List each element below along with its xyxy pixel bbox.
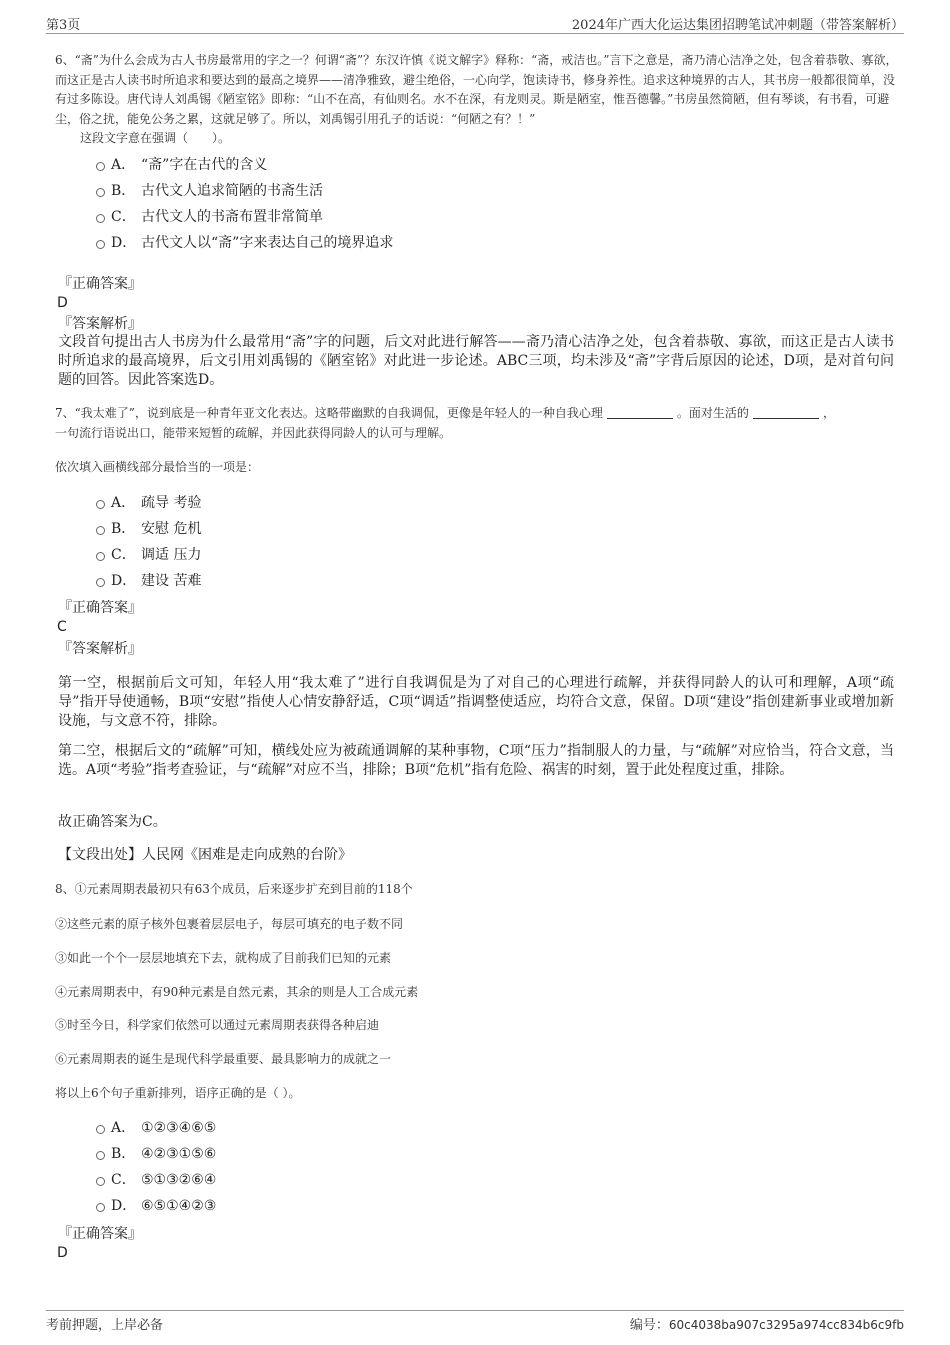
q7-analysis-label: 『答案解析』 [58, 641, 142, 657]
page-number: 第3页 [46, 18, 81, 33]
radio-icon[interactable] [96, 214, 105, 223]
q8-prompt: 将以上6个句子重新排列，语序正确的是（ ）。 [55, 1086, 301, 1100]
q6-option-b[interactable]: B． 古代文人追求简陋的书斋生活 [96, 181, 323, 201]
q7-answer: C [57, 619, 67, 635]
q6-option-c[interactable]: C． 古代文人的书斋布置非常简单 [96, 207, 323, 227]
q7-option-a[interactable]: A． 疏导 考验 [96, 493, 201, 513]
q6-stem: 6、“斋”为什么会成为古人书房最常用的字之一？何谓“斋”？东汉许慎《说文解字》释称：“斋，戒洁也。”言下之意是，斋乃清心洁净之处，包含着恭敬、寡欲，而这正是古人读书时所追求和要达到的最高之境界——清净雅致，避尘绝俗，一心向学，饱读诗书，修身养性。追求这种境界的古人，其书房一般都很简单，没有过多陈设。唐代诗人刘禹锡《陋室铭》即称：“山不在高，有仙则名。水不在深，有龙则灵。斯是陋室，惟吾德馨。”书房虽然简陋，但有琴谈，有书看，可避尘，俗之扰，能免公务之累，这就足够了。所以，刘禹锡引用孔子的话说：“何陋之有？！” 这段文字意在强调（ ）。 [55, 51, 900, 149]
q8-option-a[interactable]: A． ①②③④⑥⑤ [96, 1118, 216, 1138]
fill-blank-1 [607, 406, 673, 419]
radio-icon[interactable] [96, 552, 105, 561]
q6-analysis-label: 『答案解析』 [58, 316, 142, 332]
footer-divider [46, 1310, 904, 1311]
fill-blank-2 [753, 406, 819, 419]
q7-option-c[interactable]: C． 调适 压力 [96, 545, 201, 565]
q7-stem: 7、“我太难了”，说到底是一种青年亚文化表达。这略带幽默的自我调侃，更像是年轻人的一种自我心理 。面对生活的 ， 一句流行语说出口，能带来短暂的疏解，并因此获得同龄人的认可与理解。 [55, 406, 835, 440]
q6-option-a[interactable]: A． “斋”字在古代的含义 [96, 155, 267, 175]
q8-sentence-3: ③如此一个个一层层地填充下去，就构成了目前我们已知的元素 [55, 951, 392, 965]
radio-icon[interactable] [96, 1203, 105, 1212]
radio-icon[interactable] [96, 240, 105, 249]
radio-icon[interactable] [96, 1125, 105, 1134]
radio-icon[interactable] [96, 1177, 105, 1186]
document-title: 2024年广西大化运达集团招聘笔试冲刺题（带答案解析） [571, 18, 904, 33]
q8-sentence-5: ⑤时至今日，科学家们依然可以通过元素周期表获得各种启迪 [55, 1018, 380, 1032]
q6-option-d[interactable]: D． 古代文人以“斋”字来表达自己的境界追求 [96, 233, 393, 253]
footer-code: 编号：60c4038ba907c3295a974cc834b6c9fb [629, 1318, 904, 1333]
q7-analysis-para-3: 故正确答案为C。 [58, 814, 167, 830]
q7-answer-label: 『正确答案』 [58, 600, 142, 616]
radio-icon[interactable] [96, 578, 105, 587]
header-divider [46, 33, 904, 34]
q8-sentence-4: ④元素周期表中，有90种元素是自然元素，其余的则是人工合成元素 [55, 985, 419, 999]
radio-icon[interactable] [96, 162, 105, 171]
q7-option-d[interactable]: D． 建设 苦难 [96, 571, 201, 591]
q8-option-d[interactable]: D． ⑥⑤①④②③ [96, 1196, 216, 1216]
q6-answer: D [57, 295, 68, 311]
q6-answer-label: 『正确答案』 [58, 276, 142, 292]
radio-icon[interactable] [96, 500, 105, 509]
q8-sentence-2: ②这些元素的原子核外包裹着层层电子，每层可填充的电子数不同 [55, 917, 404, 931]
radio-icon[interactable] [96, 526, 105, 535]
q8-answer-label: 『正确答案』 [58, 1226, 142, 1242]
q8-option-c[interactable]: C． ⑤①③②⑥④ [96, 1170, 216, 1190]
q7-analysis-para-2: 第二空，根据后文的“疏解”可知，横线处应为被疏通调解的某种事物，C项“压力”指制服人的力量，与“疏解”对应恰当，符合文意，当选。A项“考验”指考查验证，与“疏解”对应不当，排除；B项“危机”指有危险、祸害的时刻，置于此处程度过重，排除。 [58, 743, 894, 778]
q7-option-b[interactable]: B． 安慰 危机 [96, 519, 201, 539]
q6-prompt: 这段文字意在强调（ ）。 [80, 131, 231, 145]
q8-sentence-6: ⑥元素周期表的诞生是现代科学最重要、最具影响力的成就之一 [55, 1052, 392, 1066]
q7-source: 【文段出处】人民网《困难是走向成熟的台阶》 [58, 847, 352, 863]
q6-analysis: 文段首句提出古人书房为什么最常用“斋”字的问题，后文对此进行解答——斋乃清心洁净之处，包含着恭敬、寡欲，而这正是古人读书时所追求的最高境界，后文引用刘禹锡的《陋室铭》对此进一步论述。ABC三项，均未涉及“斋”字背后原因的论述，D项，是对首句问题的回答。因此答案选D。 [58, 334, 894, 388]
radio-icon[interactable] [96, 188, 105, 197]
q7-prompt: 依次填入画横线部分最恰当的一项是： [55, 460, 260, 474]
radio-icon[interactable] [96, 1151, 105, 1160]
q7-analysis-para-1: 第一空，根据前后文可知，年轻人用“我太难了”进行自我调侃是为了对自己的心理进行疏解，并获得同龄人的认可和理解，A项“疏导”指开导使通畅，B项“安慰”指使人心情安静舒适，C项“调适”指调整使适应，均符合文意，保留。D项“建设”指创建新事业或增加新设施，与文意不符，排除。 [58, 675, 894, 729]
q8-option-b[interactable]: B． ④②③①⑤⑥ [96, 1144, 216, 1164]
q8-stem: 8、①元素周期表最初只有63个成员，后来逐步扩充到目前的118个 [55, 882, 413, 896]
q8-answer: D [57, 1245, 68, 1261]
footer-slogan: 考前押题，上岸必备 [46, 1318, 164, 1333]
